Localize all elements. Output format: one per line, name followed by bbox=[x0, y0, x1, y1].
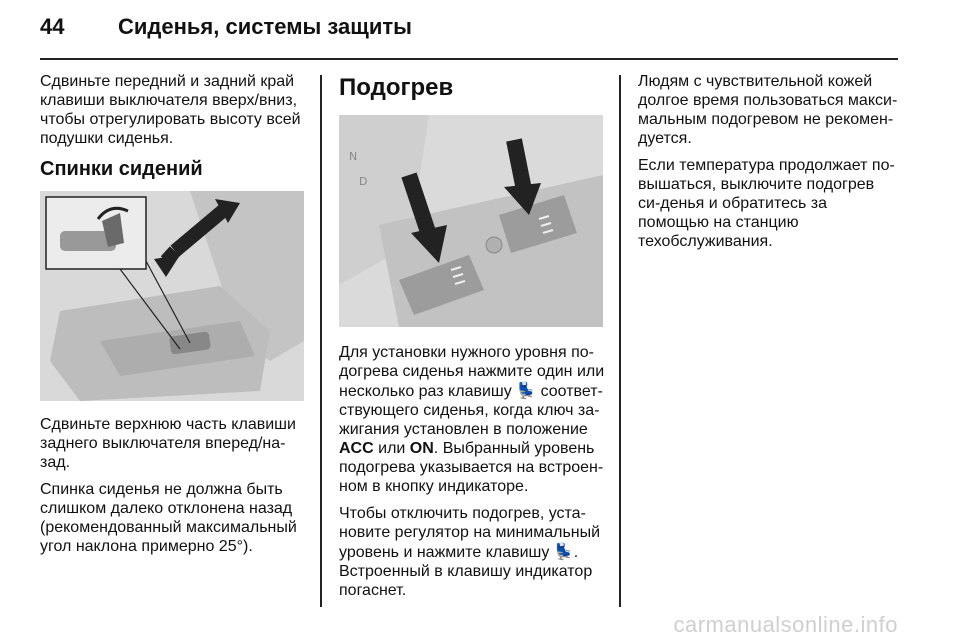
header-rule bbox=[40, 58, 898, 60]
column-divider bbox=[619, 75, 621, 607]
backrest-angle-paragraph: Спинка сиденья не должна быть слишком далеко отклонена назад (рекомендованный максимальный угол наклона примерно 25°). bbox=[40, 481, 297, 555]
seat-backrest-illustration bbox=[40, 191, 304, 401]
heating-deactivate-paragraph: Чтобы отключить подогрев, уста-новите регулятор на минимальный уровень и нажмите клавишу 💺. Встроенный в клавишу индикатор погаснет. bbox=[339, 505, 601, 599]
backrest-adjust-paragraph: Сдвиньте верхнюю часть клавиши заднего выключателя вперед/на-зад. bbox=[40, 416, 296, 471]
seat-heater-buttons-illustration bbox=[339, 115, 603, 327]
seat-heater-icon: 💺 bbox=[516, 381, 537, 400]
seat-height-paragraph: Сдвиньте передний и задний край клавиши выключателя вверх/вниз, чтобы отрегулировать высоту всей подушки сиденья. bbox=[40, 73, 301, 147]
seat-heater-icon: 💺 bbox=[553, 542, 574, 561]
heating-activate-paragraph: Для установки нужного уровня по-догрева сиденья нажмите один или несколько раз клавишу 💺 соответ-ствующего сиденья, когда ключ за-жигания установлен в положение ACC или ON. Выбранный уровень подогрева указывается на встроен-ном в кнопку индикаторе. bbox=[339, 344, 605, 495]
sensitive-skin-paragraph: Людям с чувствительной кожей долгое время пользоваться макси-мальным подогревом не рекомен-дуется. bbox=[638, 73, 898, 147]
column-1 bbox=[40, 72, 306, 564]
gear-label-n: N bbox=[349, 150, 358, 163]
column-divider bbox=[320, 75, 322, 607]
column-2 bbox=[339, 74, 605, 608]
ignition-on-label: ON bbox=[409, 440, 434, 457]
watermark: carmanualsonline.info bbox=[673, 612, 898, 637]
ignition-acc-label: ACC bbox=[339, 440, 374, 457]
column-3 bbox=[638, 72, 900, 259]
page-number: 44 bbox=[40, 14, 65, 39]
temperature-warning-paragraph: Если температура продолжает по-вышаться, выключите подогрев си-денья и обратитесь за помощью на станцию техобслуживания. bbox=[638, 157, 895, 250]
section-heading-heating: Подогрев bbox=[339, 74, 454, 101]
section-heading-backrests: Спинки сидений bbox=[40, 158, 203, 180]
page-title: Сиденья, системы защиты bbox=[118, 14, 412, 39]
gear-label-d: D bbox=[359, 175, 368, 188]
